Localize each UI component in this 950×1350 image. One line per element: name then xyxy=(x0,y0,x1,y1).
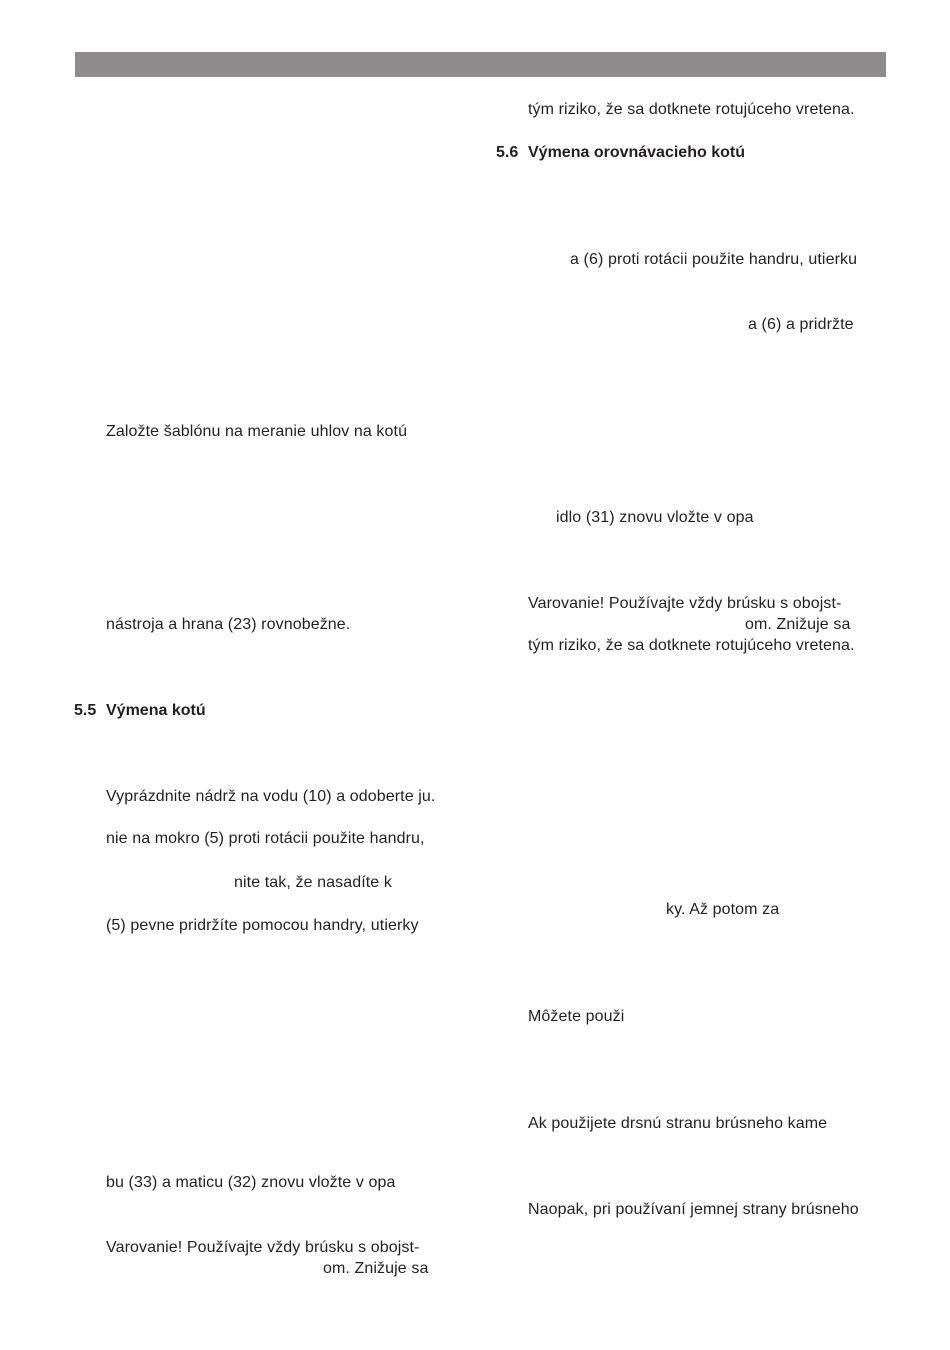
right-warning-line-3: tým riziko, že sa dotknete rotujúceho vretena. xyxy=(528,637,855,654)
left-line-wet: nie na mokro (5) proti rotácii použite handru, xyxy=(106,830,425,847)
left-line-attach: nite tak, že nasadíte k xyxy=(234,874,392,891)
right-line-insert: idlo (31) znovu vložte v opa xyxy=(556,509,754,526)
right-warning-line-2: om. Znižuje sa xyxy=(745,616,851,633)
section-number: 5.6 xyxy=(496,144,519,161)
left-line-parallel: nástroja a hrana (23) rovnobežne. xyxy=(106,616,351,633)
left-line-hold-firm: (5) pevne pridržíte pomocou handry, utierky xyxy=(106,917,419,934)
right-line-rough: Ak použijete drsnú stranu brúsneho kame xyxy=(528,1115,828,1132)
section-title: Výmena kotú xyxy=(106,702,206,719)
right-warning-line-1: Varovanie! Používajte vždy brúsku s obojst- xyxy=(528,595,842,612)
section-title: Výmena orovnávacieho kotú xyxy=(528,144,745,161)
section-heading-5-6 xyxy=(496,143,745,163)
left-line-empty-tank: Vyprázdnite nádrž na vodu (10) a odoberte ju. xyxy=(106,788,436,805)
right-line-rotation: a (6) proti rotácii použite handru, utierku xyxy=(570,251,858,268)
section-heading-5-5 xyxy=(74,701,206,721)
right-line-hold: a (6) a pridržte xyxy=(748,316,854,333)
header-bar xyxy=(75,52,886,77)
left-warning-line-1: Varovanie! Používajte vždy brúsku s obojst- xyxy=(106,1239,420,1256)
right-line-top: tým riziko, že sa dotknete rotujúceho vretena. xyxy=(528,101,855,118)
right-line-can-use: Môžete použi xyxy=(528,1008,625,1025)
right-line-fine: Naopak, pri používaní jemnej strany brúsneho xyxy=(528,1201,859,1218)
left-line-template: Založte šablónu na meranie uhlov na kotú xyxy=(106,423,408,440)
left-warning-line-2: om. Znižuje sa xyxy=(323,1260,429,1277)
left-line-nut: bu (33) a maticu (32) znovu vložte v opa xyxy=(106,1174,396,1191)
right-line-then: ky. Až potom za xyxy=(666,901,780,918)
section-number: 5.5 xyxy=(74,702,97,719)
